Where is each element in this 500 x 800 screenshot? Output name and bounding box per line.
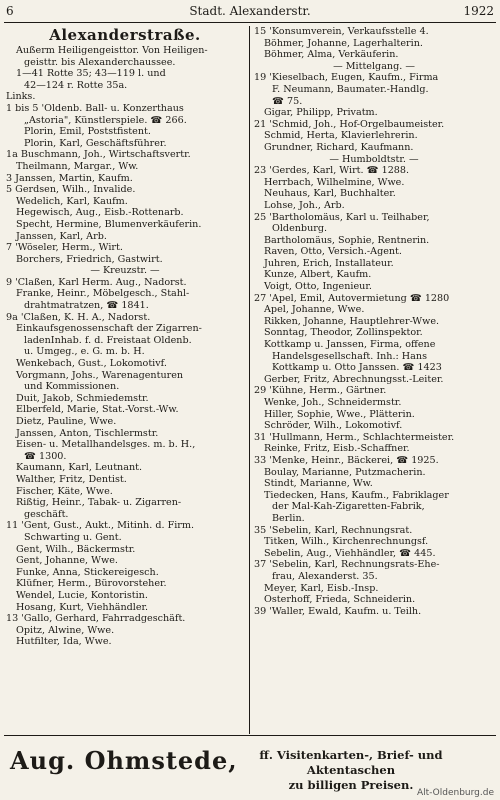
directory-entry: 27 'Apel, Emil, Autovermietung ☎ 1280 [254,292,450,304]
directory-entry: 1 bis 5 'Oldenb. Ball- u. Konzerthaus [6,102,184,114]
directory-entry: Neuhaus, Karl, Buchhalter. [264,188,396,200]
directory-entry: Hegewisch, Aug., Eisb.-Rottenarb. [16,207,184,219]
page-year: 1922 [463,4,494,18]
directory-entry: Boulay, Marianne, Putzmacherin. [264,466,426,478]
directory-entry: Bartholomäus, Sophie, Rentnerin. [264,234,430,246]
directory-entry: 3 Janssen, Martin, Kaufm. [6,172,133,184]
column-divider [249,26,250,734]
directory-entry: Schwarting u. Gent. [24,531,122,543]
directory-entry: Janssen, Anton, Tischlermstr. [16,427,159,439]
footer-rule [4,735,496,736]
directory-entry: und Kommissionen. [24,381,120,393]
directory-entry: Klüfner, Herm., Bürovorsteher. [16,578,167,590]
directory-entry: Wedelich, Karl, Kaufm. [16,195,128,207]
directory-entry: Titken, Wilh., Kirchenrechnungsf. [264,536,429,548]
directory-entry: Plorin, Emil, Poststfistent. [24,126,151,138]
directory-entry: F. Neumann, Baumater.-Handlg. [272,83,429,95]
directory-entry: 39 'Waller, Ewald, Kaufm. u. Teilh. [254,605,422,617]
street-heading: Alexanderstraße. [49,26,201,44]
directory-entry: Wenkebach, Gust., Lokomotivf. [16,358,167,370]
directory-entry: Kottkamp u. Otto Janssen. ☎ 1423 [272,362,442,374]
directory-entry: „Astoria", Künstlerspiele. ☎ 266. [24,114,187,126]
directory-entry: Böhmer, Johanne, Lagerhalterin. [264,37,423,49]
directory-entry: ☎ 1300. [24,450,67,462]
directory-entry: Theilmann, Margar., Ww. [16,160,139,172]
directory-entry: Außerm Heiligengeisttor. Von Heiligen- [16,45,208,56]
directory-entry: 1a Buschmann, Joh., Wirtschaftsvertr. [6,149,191,161]
directory-entry: geisttr. bis Alexanderchaussee. [24,56,176,68]
directory-entry: 11 'Gent, Gust., Aukt., Mitinh. d. Firm. [6,520,195,532]
directory-entry: 9 'Claßen, Karl Herm. Aug., Nadorst. [6,276,187,288]
directory-entry: Links. [6,91,36,103]
directory-entry: Voigt, Otto, Ingenieur. [264,281,372,293]
directory-entry: Gent, Johanne, Wwe. [16,555,118,567]
directory-entry: Herrbach, Wilhelmine, Wwe. [264,176,405,188]
directory-entry: Meyer, Karl, Eisb.-Insp. [264,582,379,594]
directory-entry: 9a 'Claßen, K. H. A., Nadorst. [6,311,151,323]
directory-entry: Kottkamp u. Janssen, Firma, offene [264,339,436,351]
directory-entry: Gent, Wilh., Bäckermstr. [16,543,136,555]
directory-entry: 15 'Konsumverein, Verkaufsstelle 4. [254,26,429,37]
directory-entry: Wendel, Lucie, Kontoristin. [16,589,148,601]
directory-entry: Kunze, Albert, Kaufm. [264,269,372,281]
advertiser-name: Aug. Ohmstede, [10,746,238,775]
page-number: 6 [6,4,14,18]
directory-entry: Stindt, Marianne, Ww. [264,478,373,490]
directory-entry: Rikken, Johanne, Hauptlehrer-Wwe. [264,315,440,327]
directory-entry: geschäft. [24,508,69,520]
directory-entry: frau, Alexanderst. 35. [272,570,378,582]
header-rule [4,22,496,23]
directory-entry: Franke, Heinr., Möbelgesch., Stahl- [16,288,190,300]
directory-entry: Sebelin, Aug., Viehhändler, ☎ 445. [264,547,436,559]
directory-entry: Eisen- u. Metallhandelsges. m. b. H., [16,439,196,451]
directory-entry: ☎ 75. [272,95,303,107]
cross-street-marker: — Mittelgang. — [333,60,415,72]
directory-entry: drahtmatratzen, ☎ 1841. [24,300,149,312]
directory-entry: Handelsgesellschaft. Inh.: Hans [272,350,427,362]
directory-entry: Hosang, Kurt, Viehhändler. [16,601,149,613]
directory-entry: Vorgmann, Johs., Warenagenturen [16,369,184,381]
ad-line-2: zu billigen Preisen. [288,778,414,792]
directory-entry: Juhren, Erich, Installateur. [264,257,394,269]
watermark: Alt-Oldenburg.de [416,788,494,798]
directory-entry: Janssen, Karl, Arb. [16,230,107,242]
directory-entry: 35 'Sebelin, Karl, Rechnungsrat. [254,524,413,536]
directory-entry: Schmid, Herta, Klavierlehrerin. [264,130,418,142]
directory-entry: 25 'Bartholomäus, Karl u. Teilhaber, [254,211,430,223]
advertisement [6,740,494,792]
directory-entry: Gerber, Fritz, Abrechnungsst.-Leiter. [264,373,444,385]
directory-entry: Specht, Hermine, Blumenverkäuferin. [16,218,202,230]
directory-entry: 7 'Wöseler, Herm., Wirt. [6,242,123,254]
directory-entry: 13 'Gallo, Gerhard, Fahrradgeschäft. [6,613,186,625]
page-title: Stadt. Alexanderstr. [189,4,311,18]
directory-entry: Hiller, Sophie, Wwe., Plätterin. [264,408,415,420]
right-column [254,26,494,734]
directory-entry: Funke, Anna, Stickereigesch. [16,566,159,578]
directory-entry: 37 'Sebelin, Karl, Rechnungsrats-Ehe- [254,559,440,571]
directory-entry: Sonntag, Theodor, Zollinspektor. [264,327,423,339]
directory-entry: ladenInhab. f. d. Freistaat Oldenb. [24,334,192,346]
directory-entry: 5 Gerdsen, Wilh., Invalide. [6,184,136,196]
cross-street-marker: — Humboldtstr. — [329,153,419,165]
directory-entry: Tiedecken, Hans, Kaufm., Fabriklager [264,489,449,501]
directory-entry: Gigar, Philipp, Privatm. [264,107,378,119]
directory-entry: Kaumann, Karl, Leutnant. [16,462,143,474]
directory-entry: Raven, Otto, Versich.-Agent. [264,246,402,258]
directory-entry: 19 'Kieselbach, Eugen, Kaufm., Firma [254,72,439,84]
page-header [6,4,494,22]
directory-entry: der Mal-Kah-Zigaretten-Fabrik, [272,501,425,513]
directory-entry: 42—124 r. Rotte 35a. [24,79,128,91]
directory-entry: Berlin. [272,512,305,524]
directory-entry: Duit, Jakob, Schmiedemstr. [16,392,149,404]
directory-entry: Walther, Fritz, Dentist. [16,473,127,485]
cross-street-marker: — Kreuzstr. — [90,265,160,277]
directory-entry: Osterhoff, Frieda, Schneiderin. [264,594,416,606]
directory-entry: Böhmer, Alma, Verkäuferin. [264,49,399,61]
directory-entry: Schröder, Wilh., Lokomotivf. [264,420,403,432]
directory-entry: Einkaufsgenossenschaft der Zigarren- [16,323,202,335]
directory-entry: Grundner, Richard, Kaufmann. [264,141,414,153]
directory-entry: 21 'Schmid, Joh., Hof-Orgelbaumeister. [254,118,445,130]
advertisement-text [216,748,486,793]
directory-entry: Rißtig, Heinr., Tabak- u. Zigarren- [16,497,182,509]
directory-entry: Oldenburg. [272,223,328,235]
directory-entry: Plorin, Karl, Geschäftsführer. [24,137,167,149]
directory-entry: Opitz, Alwine, Wwe. [16,624,115,636]
directory-entry: u. Umgeg., e. G. m. b. H. [24,346,145,358]
directory-entry: Apel, Johanne, Wwe. [264,304,365,316]
directory-entry: Elberfeld, Marie, Stat.-Vorst.-Ww. [16,404,179,416]
directory-entry: 23 'Gerdes, Karl, Wirt. ☎ 1288. [254,165,410,177]
directory-entry: Hutfilter, Ida, Wwe. [16,636,112,648]
directory-entry: Lohse, Joh., Arb. [264,199,345,211]
directory-entry: Reinke, Fritz, Eisb.-Schaffner. [264,443,410,455]
left-column [6,26,244,734]
directory-entry: Fischer, Käte, Wwe. [16,485,113,497]
directory-entry: Wenke, Joh., Schneidermstr. [264,397,402,408]
directory-entry: Borchers, Friedrich, Gastwirt. [16,253,163,265]
directory-entry: Dietz, Pauline, Wwe. [16,416,117,427]
directory-entry: 29 'Kühne, Herm., Gärtner. [254,385,387,397]
directory-entry: 31 'Hullmann, Herm., Schlachtermeister. [254,431,455,443]
ad-line-1: ff. Visitenkarten-, Brief- und Aktentaschen [259,748,443,777]
directory-entry: 1—41 Rotte 35; 43—119 l. und [16,68,166,80]
directory-entry: 33 'Menke, Heinr., Bäckerei, ☎ 1925. [254,454,439,466]
